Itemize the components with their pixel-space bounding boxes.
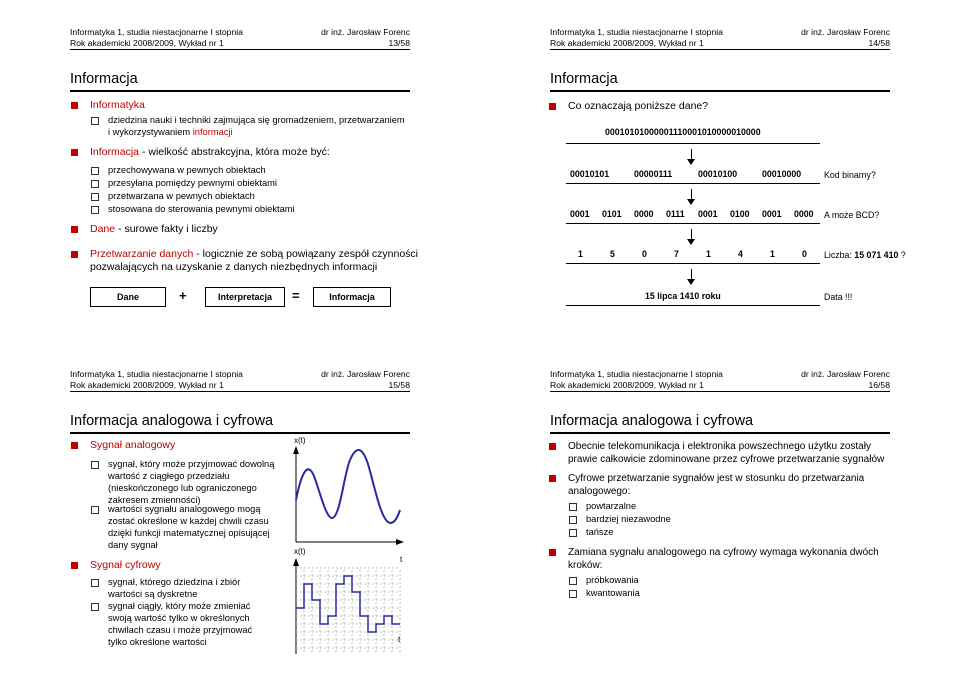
item-line: wartości są dyskretne: [108, 589, 198, 599]
slide-header: [550, 369, 890, 391]
academic-year: Rok akademicki 2008/2009, Wykład nr 1: [70, 380, 224, 390]
academic-year: Rok akademicki 2008/2009, Wykład nr 1: [70, 38, 224, 48]
date-value: 15 lipca 1410 roku: [645, 291, 721, 301]
box-interpretacja: Interpretacja: [205, 287, 285, 307]
academic-year: Rok akademicki 2008/2009, Wykład nr 1: [550, 380, 704, 390]
bit-token: 1: [706, 249, 711, 259]
bullet-line: Obecnie telekomunikacja i elektronika powszechnego użytku zostały: [568, 441, 871, 452]
item-line: (nieskończonego lub ograniczonego: [108, 483, 257, 493]
list-item: kwantowania: [586, 588, 640, 598]
academic-year: Rok akademicki 2008/2009, Wykład nr 1: [550, 38, 704, 48]
bullet-text: - logicznie ze sobą powiązany zespół czynności: [193, 248, 419, 260]
list-item: przesyłana pomiędzy pewnymi obiektami: [108, 178, 277, 188]
title-rule: [70, 90, 410, 92]
note-number: [824, 250, 906, 260]
bullet-line: Cyfrowe przetwarzanie sygnałów jest w stosunku do przetwarzania: [568, 473, 865, 484]
list-item: powtarzalne: [586, 501, 637, 511]
down-arrow-icon: [691, 269, 692, 281]
bullet-line: kroków:: [568, 560, 603, 571]
note-label: Liczba:: [824, 250, 855, 260]
bullet-text: - wielkość abstrakcyjna, która może być:: [139, 146, 330, 158]
item-line: chwilach czasu i może przyjmować: [108, 625, 253, 635]
slide-16: [480, 342, 958, 682]
list-item: próbkowania: [586, 575, 639, 585]
author: dr inż. Jarosław Forenc: [321, 369, 410, 379]
page-number: 16/58: [868, 380, 890, 390]
item-line: zostać określone w każdej chwili czasu: [108, 516, 269, 526]
bit-string: 00010101000001110001010000010000: [605, 127, 761, 137]
bullet-keyword: Przetwarzanie danych: [90, 248, 194, 260]
bit-token: 00010100: [698, 169, 738, 179]
axis-label-xt-bottom: x(t): [294, 547, 306, 556]
slide-15: [0, 342, 478, 682]
bullet-telekomunikacja: [568, 440, 884, 466]
note-date: Data !!!: [824, 292, 853, 302]
slide-title: Informacja: [550, 71, 618, 87]
axis-label-t-top: t: [400, 555, 403, 564]
bit-token: 0100: [730, 209, 750, 219]
sub-bullet-definition: [108, 114, 405, 138]
bit-token: 0001: [698, 209, 718, 219]
bit-token: 7: [674, 249, 679, 259]
item-line: dany sygnał: [108, 540, 158, 550]
definition-keyword: informacji: [192, 127, 233, 137]
bullet-line: analogowego:: [568, 486, 631, 497]
bit-token: 5: [610, 249, 615, 259]
list-item: bardziej niezawodne: [586, 514, 671, 524]
header-divider: [70, 49, 410, 50]
plus-sign: +: [179, 288, 187, 303]
bit-token: 1: [770, 249, 775, 259]
slide-header: [550, 27, 890, 49]
slide-header: [70, 27, 410, 49]
list-item: przechowywana w pewnych obiektach: [108, 165, 266, 175]
arrow-head-icon: [293, 446, 299, 454]
box-informacja: Informacja: [313, 287, 391, 307]
bit-token: 0000: [794, 209, 814, 219]
bit-token: 4: [738, 249, 743, 259]
item-line: swoją wartość tylko w określonych: [108, 613, 250, 623]
slide-title: Informacja analogowa i cyfrowa: [70, 413, 274, 429]
arrow-head-icon: [293, 558, 299, 566]
bullet-przetwarzanie: [90, 248, 418, 274]
bullet-cyfrowe: [568, 472, 864, 498]
course-name: Informatyka 1, studia niestacjonarne I stopnia: [70, 369, 243, 379]
item-line: wartości sygnału analogowego mogą: [108, 504, 261, 514]
bit-token: 0: [642, 249, 647, 259]
bullet-informatyka: Informatyka: [90, 99, 145, 111]
bullet-question: Co oznaczają poniższe dane?: [568, 100, 709, 112]
bullet-informacja: [90, 146, 330, 159]
slide-header: [70, 369, 410, 391]
bit-token: 00010000: [762, 169, 802, 179]
item-line: tylko określone wartości: [108, 637, 207, 647]
bit-token: 0: [802, 249, 807, 259]
note-value: 15 071 410: [854, 250, 899, 260]
course-name: Informatyka 1, studia niestacjonarne I stopnia: [550, 369, 723, 379]
title-rule: [550, 432, 890, 434]
author: dr inż. Jarosław Forenc: [801, 369, 890, 379]
item-line: sygnał, który może przyjmować dowolną: [108, 459, 275, 469]
author: dr inż. Jarosław Forenc: [321, 27, 410, 37]
page-number: 14/58: [868, 38, 890, 48]
slide-title: Informacja: [70, 71, 138, 87]
bullet-keyword: Informacja: [90, 146, 140, 158]
bullet-line: prawie całkowicie zdominowane przez cyfrowe przetwarzanie sygnałów: [568, 454, 885, 465]
digital-item: [108, 576, 240, 600]
box-dane: Dane: [90, 287, 166, 307]
author: dr inż. Jarosław Forenc: [801, 27, 890, 37]
bullet-line: Zamiana sygnału analogowego na cyfrowy wymaga wykonania dwóch: [568, 547, 879, 558]
quantization-grid: [296, 568, 400, 654]
item-line: wartość z ciągłego przedziału: [108, 471, 230, 481]
down-arrow-icon: [691, 229, 692, 241]
equals-sign: =: [292, 288, 300, 303]
bullet-digital: Sygnał cyfrowy: [90, 559, 161, 571]
slide-14: [480, 0, 958, 340]
bit-token: 0111: [666, 209, 685, 219]
analog-item: [108, 503, 270, 551]
separator-line: [566, 223, 820, 224]
course-name: Informatyka 1, studia niestacjonarne I stopnia: [70, 27, 243, 37]
separator-line: [566, 143, 820, 144]
slide-13: [0, 0, 478, 340]
down-arrow-icon: [691, 189, 692, 201]
item-line: sygnał, którego dziedzina i zbiór: [108, 577, 241, 587]
bullet-zamiana: [568, 546, 879, 572]
note-binary: Kod binarny?: [824, 170, 876, 180]
slide-title: Informacja analogowa i cyfrowa: [550, 413, 754, 429]
title-rule: [550, 90, 890, 92]
bullet-dane: [90, 223, 218, 236]
bullet-keyword: Dane: [90, 223, 116, 235]
analog-signal-curve: [296, 450, 400, 523]
digital-item: [108, 600, 252, 648]
header-divider: [550, 49, 890, 50]
note-bcd: A może BCD?: [824, 210, 880, 220]
axis-label-xt-top: x(t): [294, 436, 306, 445]
item-line: dzięki funkcji matematycznej opisującej: [108, 528, 270, 538]
list-item: stosowana do sterowania pewnymi obiektami: [108, 204, 295, 214]
arrow-head-icon: [396, 539, 404, 545]
item-line: zakresem zmienności): [108, 495, 201, 505]
axis-label-t-bottom: t: [398, 635, 401, 644]
header-divider: [550, 391, 890, 392]
item-line: sygnał ciągły, który może zmieniać: [108, 601, 251, 611]
bit-token: 00010101: [570, 169, 610, 179]
bit-token: 1: [578, 249, 583, 259]
note-suffix: ?: [898, 250, 906, 260]
page-number: 13/58: [388, 38, 410, 48]
bit-token: 00000111: [634, 169, 673, 179]
bit-token: 0001: [762, 209, 782, 219]
bit-token: 0000: [634, 209, 654, 219]
separator-line: [566, 263, 820, 264]
list-item: tańsze: [586, 527, 614, 537]
header-divider: [70, 391, 410, 392]
bullet-text: pozwalających na uzyskanie z danych niezbędnych informacji: [90, 261, 378, 273]
signal-diagrams: [280, 434, 420, 654]
bullet-text: - surowe fakty i liczby: [115, 223, 218, 235]
bit-token: 0101: [602, 209, 622, 219]
definition-line: dziedzina nauki i techniki zajmująca się gromadzeniem, przetwarzaniem: [108, 115, 405, 125]
bit-token: 0001: [570, 209, 590, 219]
course-name: Informatyka 1, studia niestacjonarne I stopnia: [550, 27, 723, 37]
separator-line: [566, 305, 820, 306]
list-item: przetwarzana w pewnych obiektach: [108, 191, 255, 201]
page-number: 15/58: [388, 380, 410, 390]
bullet-analog: Sygnał analogowy: [90, 439, 176, 451]
definition-line: i wykorzystywaniem: [108, 127, 193, 137]
down-arrow-icon: [691, 149, 692, 161]
separator-line: [566, 183, 820, 184]
analog-item: [108, 458, 274, 506]
